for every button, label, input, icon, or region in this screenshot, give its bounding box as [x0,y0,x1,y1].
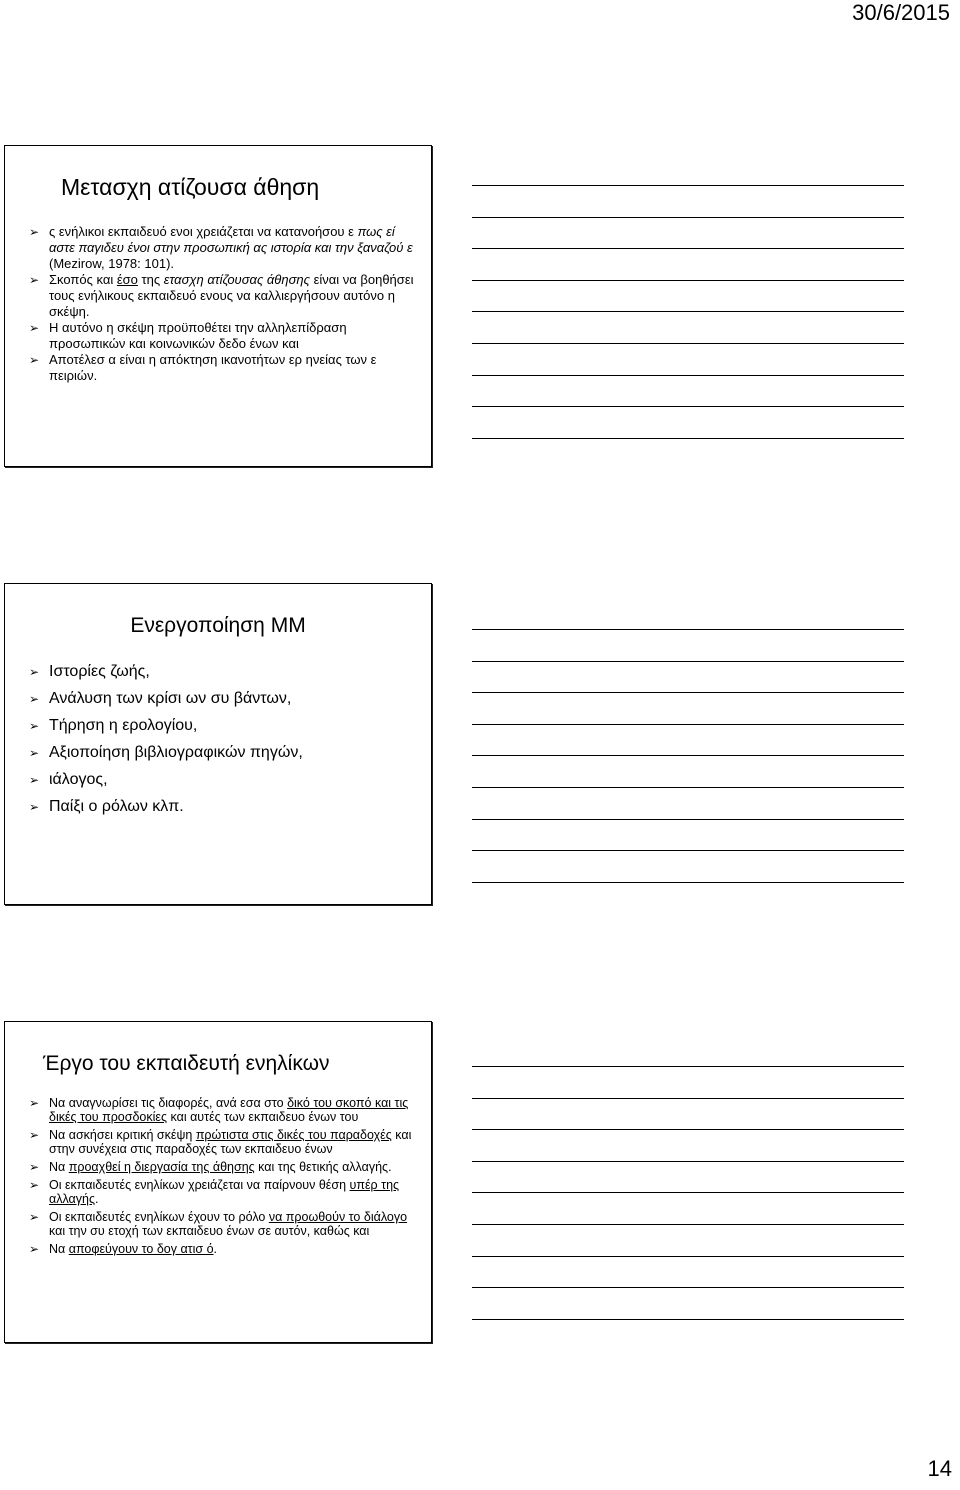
note-line [472,311,904,312]
bullet-arrow-icon: ➢ [29,773,40,787]
note-line [472,819,904,820]
bullet-item [27,689,422,709]
bullet-arrow-icon: ➢ [29,273,40,287]
bullet-text: Η αυτόνο η σκέψη προϋποθέτει την αλληλεπίδραση προσωπικών και κοινωνικών δεδο ένων και [49,320,347,351]
bullet-text: ιάλογος, [49,771,108,788]
note-line [472,185,904,186]
note-line [472,724,904,725]
bullet-arrow-icon: ➢ [29,746,40,760]
bullet-arrow-icon: ➢ [29,321,40,335]
bullet-item [27,1242,422,1256]
note-line [472,787,904,788]
bullet-text: Να αναγνωρίσει τις διαφορές, ανά εσα στο [49,1096,288,1110]
slide-title: Ενεργοποίηση ΜΜ [130,614,306,637]
bullet-item [27,770,422,790]
bullet-text: . [213,1242,218,1256]
bullet-text: ς ενήλικοι εκπαιδευό ενοι χρειάζεται να κατανοήσου ε [49,224,358,239]
note-line [472,1129,904,1130]
underlined-text: δικό του σκοπό και τις δικές του προσδοκίες [49,1096,409,1124]
note-line [472,217,904,218]
bullet-text: της [137,272,164,287]
bullet-arrow-icon: ➢ [29,225,40,239]
note-line [472,1287,904,1288]
note-line [472,280,904,281]
note-line [472,1319,904,1320]
slide-thumbnail-1 [4,145,432,467]
bullet-text: Οι εκπαιδευτές ενηλίκων έχουν το ρόλο [49,1210,269,1224]
bullet-item [27,1210,422,1238]
note-line [472,755,904,756]
bullet-item [27,352,422,384]
slide-thumbnail-2 [4,583,432,905]
bullet-item [27,1178,422,1206]
slide-thumbnail-3 [4,1021,432,1343]
bullet-text: και στην συνέχεια στις παραδοχές των εκπαιδευο ένων [49,1128,412,1156]
bullet-arrow-icon: ➢ [29,1096,40,1110]
note-line [472,343,904,344]
note-line [472,882,904,883]
bullet-text: Ανάλυση των κρίσι ων συ βάντων, [49,690,292,707]
note-line [472,1224,904,1225]
bullet-list [27,1096,422,1260]
bullet-arrow-icon: ➢ [29,692,40,706]
underlined-text: υπέρ της αλλαγής [49,1178,400,1206]
bullet-text: Τήρηση η ερολογίου, [49,717,198,734]
note-line [472,1066,904,1067]
bullet-text: Να ασκήσει κριτική σκέψη [49,1128,196,1142]
note-line [472,1161,904,1162]
note-line [472,850,904,851]
bullet-text: είναι να βοηθήσει τους ενήλικους εκπαιδευό ενους να καλλιεργήσουν αυτόνο η σκέψη. [49,272,414,319]
note-line [472,375,904,376]
note-line [472,629,904,630]
bullet-text: και την συ ετοχή των εκπαιδευο ένων σε αυτόν, καθώς και [49,1224,370,1238]
bullet-item [27,320,422,352]
bullet-item [27,1096,422,1124]
bullet-arrow-icon: ➢ [29,1160,40,1174]
bullet-text: Να [49,1242,69,1256]
bullet-arrow-icon: ➢ [29,1178,40,1192]
slide-title: Μετασχη ατίζουσα άθηση [61,174,320,200]
bullet-arrow-icon: ➢ [29,1128,40,1142]
bullet-text: και της θετικής αλλαγής. [254,1160,392,1174]
bullet-item [27,716,422,736]
underlined-text: έσο [116,272,138,287]
bullet-list [27,662,422,824]
bullet-item [27,797,422,817]
note-line [472,692,904,693]
note-line [472,406,904,407]
bullet-text: Να [49,1160,69,1174]
note-line [472,438,904,439]
note-line [472,248,904,249]
bullet-text: . [95,1192,99,1206]
bullet-item [27,272,422,320]
bullet-text: Αξιοποίηση βιβλιογραφικών πηγών, [49,744,303,761]
bullet-item [27,1160,422,1174]
note-line [472,1098,904,1099]
note-line [472,661,904,662]
note-line [472,1192,904,1193]
bullet-text: Παίξι ο ρόλων κλπ. [49,798,184,815]
bullet-text: Οι εκπαιδευτές ενηλίκων χρειάζεται να παίρνουν θέση [49,1178,350,1192]
bullet-text: Ιστορίες ζωής, [49,663,150,680]
date-header: 30/6/2015 [852,0,950,25]
bullet-text: Αποτέλεσ α είναι η απόκτηση ικανοτήτων ερ ηνείας των ε πειριών. [49,352,377,383]
slide-title: Έργο του εκπαιδευτή ενηλίκων [43,1052,330,1075]
bullet-item [27,1128,422,1156]
underlined-text: πρώτιστα στις δικές του παραδοχές [195,1128,392,1142]
underlined-text: αποφεύγουν το δογ ατισ ό [68,1242,214,1256]
bullet-text: και αυτές των εκπαιδευο ένων του [167,1110,359,1124]
bullet-arrow-icon: ➢ [29,1210,40,1224]
page-number: 14 [927,1456,952,1481]
bullet-arrow-icon: ➢ [29,353,40,367]
underlined-text: να προωθούν το διάλογο [268,1210,408,1224]
bullet-item [27,224,422,272]
bullet-item [27,662,422,682]
bullet-text: Σκοπός και [49,272,117,287]
bullet-text: (Mezirow, 1978: 101). [49,256,175,271]
bullet-arrow-icon: ➢ [29,665,40,679]
bullet-arrow-icon: ➢ [29,1242,40,1256]
bullet-list [27,224,422,384]
bullet-item [27,743,422,763]
italic-text: ετασχη ατίζουσας άθησης [163,272,310,287]
bullet-arrow-icon: ➢ [29,719,40,733]
italic-text: πως εί αστε παγιδευ ένοι στην προσωπική ας ιστορία και την ξαναζού ε [49,224,413,255]
bullet-arrow-icon: ➢ [29,800,40,814]
note-line [472,1256,904,1257]
underlined-text: προαχθεί η διεργασία της άθησης [68,1160,255,1174]
